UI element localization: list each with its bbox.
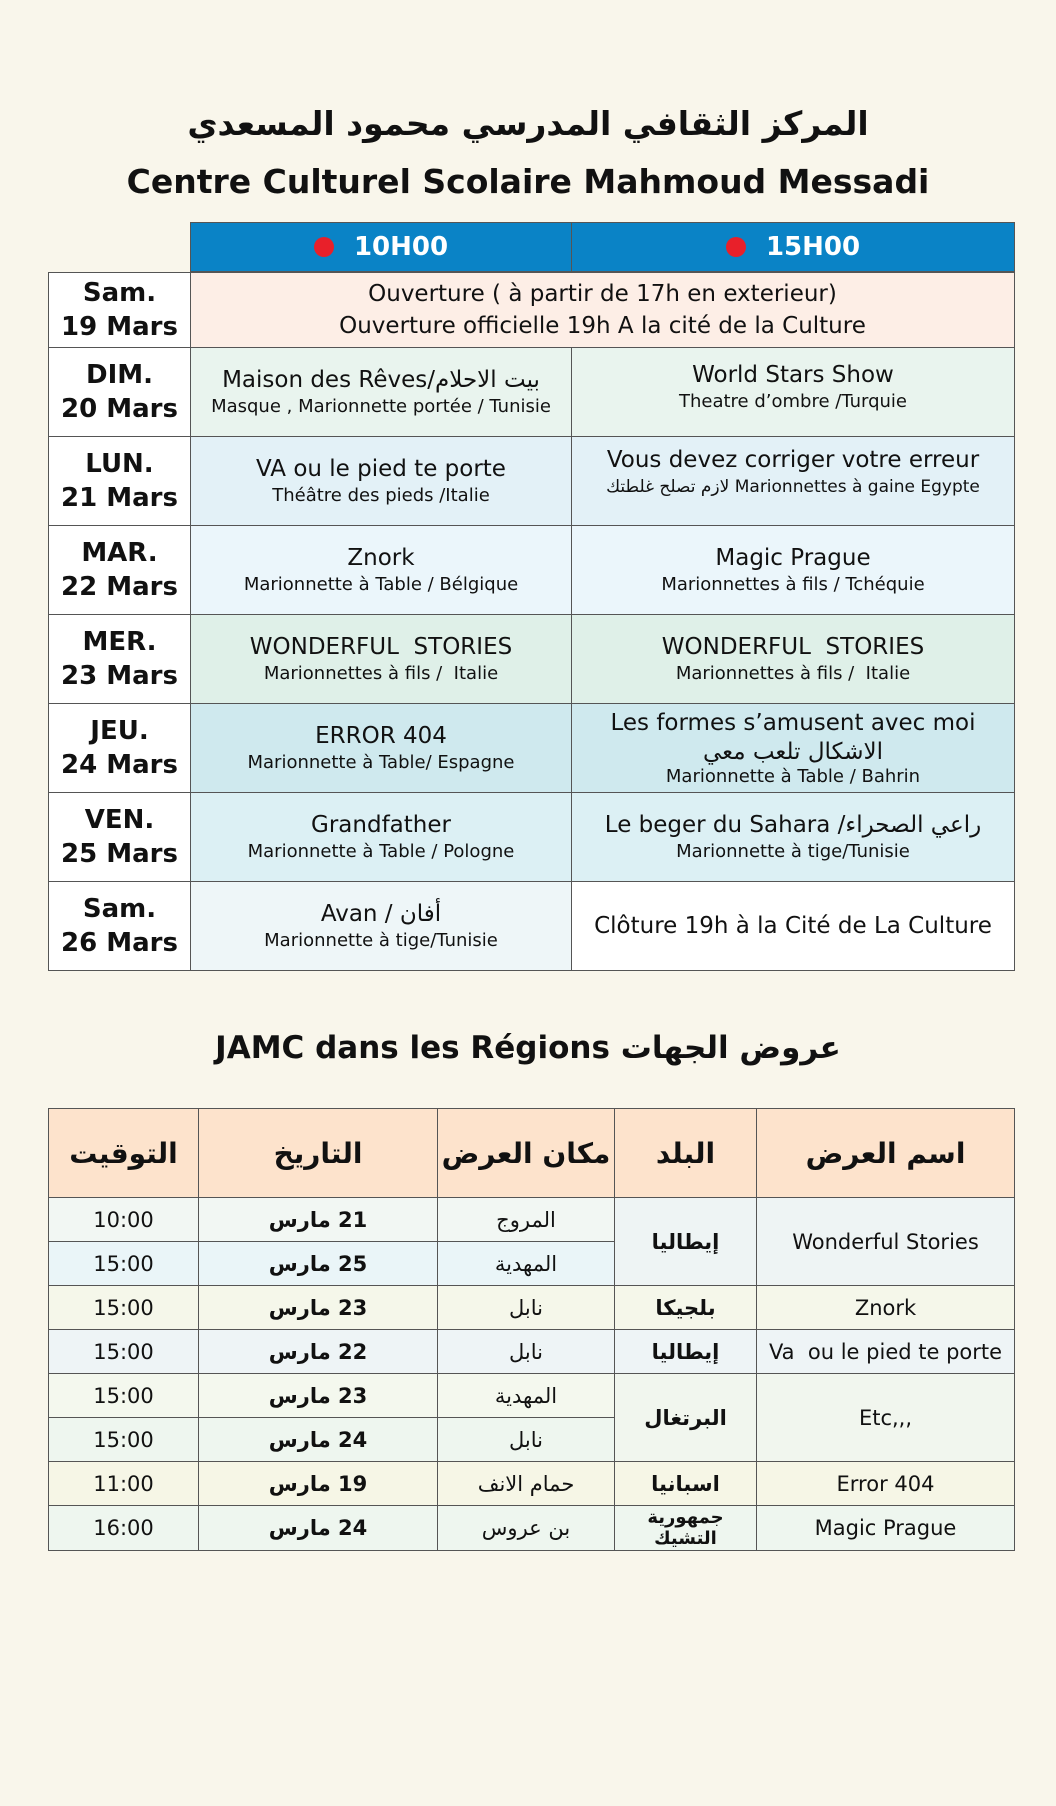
day-date: 22 Mars (61, 572, 178, 602)
event-cell-10h (190, 792, 572, 882)
event-subtitle: Marionnette à Table / Bélgique (243, 574, 519, 595)
day-name: Sam. (82, 278, 157, 308)
schedule-row (48, 614, 1015, 704)
cell-show: Va ou le pied te porte (756, 1329, 1015, 1374)
title-arabic: المركز الثقافي المدرسي محمود المسعدي (187, 104, 869, 143)
cell-country: إيطاليا (614, 1329, 757, 1374)
day-cell (48, 703, 191, 793)
cell-date: 24 مارس (198, 1417, 438, 1462)
event-title: WONDERFUL STORIES (249, 634, 513, 660)
event-cell-10h (190, 614, 572, 704)
header-time: التوقيت (48, 1108, 199, 1198)
event-title: Maison des Rêves/بيت الاحلام (222, 367, 540, 393)
closing-text: Clôture 19h à la Cité de La Culture (594, 913, 992, 939)
day-name: DIM. (85, 360, 153, 390)
schedule-row (48, 881, 1015, 971)
cell-place: المروج (437, 1197, 615, 1242)
cell-place: المهدية (437, 1241, 615, 1286)
event-title: ERROR 404 (315, 723, 447, 749)
cell-date: 21 مارس (198, 1197, 438, 1242)
event-title: VA ou le pied te porte (256, 456, 506, 482)
event-subtitle: Marionnette à Table/ Espagne (247, 752, 515, 773)
event-cell-10h (190, 703, 572, 793)
cell-time: 11:00 (48, 1461, 199, 1506)
red-dot-icon (314, 237, 334, 257)
schedule-row (48, 792, 1015, 882)
cell-time: 15:00 (48, 1329, 199, 1374)
event-title: WONDERFUL STORIES (661, 634, 925, 660)
cell-place: بن عروس (437, 1505, 615, 1551)
cell-time: 15:00 (48, 1285, 199, 1330)
cell-date: 24 مارس (198, 1505, 438, 1551)
event-cell-15h (571, 881, 1015, 971)
cell-place: المهدية (437, 1373, 615, 1418)
cell-country: اسبانيا (614, 1461, 757, 1506)
header-15h-label: 15H00 (765, 232, 861, 262)
cell-date: 22 مارس (198, 1329, 438, 1374)
day-name: MAR. (81, 538, 158, 568)
event-subtitle: Marionnettes à fils / Tchéquie (661, 574, 925, 595)
event-subtitle: Marionnette à tige/Tunisie (264, 930, 498, 951)
event-title: Grandfather (311, 812, 451, 838)
event-cell-15h (571, 525, 1015, 615)
day-date: 25 Mars (61, 839, 178, 869)
header-show: اسم العرض (756, 1108, 1015, 1198)
event-title: Avan / أفان (320, 901, 442, 927)
header-10h (190, 222, 572, 272)
event-title: Znork (347, 545, 415, 571)
event-title: Magic Prague (715, 545, 871, 571)
cell-date: 25 مارس (198, 1241, 438, 1286)
event-subtitle: Marionnettes à fils / Italie (675, 663, 911, 684)
day-date: 21 Mars (61, 483, 178, 513)
cell-place: نابل (437, 1285, 615, 1330)
schedule-row (48, 272, 1015, 348)
day-date: 20 Mars (61, 394, 178, 424)
event-subtitle: Marionnette à Table / Pologne (247, 841, 515, 862)
cell-place: حمام الانف (437, 1461, 615, 1506)
day-cell (48, 792, 191, 882)
cell-date: 19 مارس (198, 1461, 438, 1506)
day-cell (48, 614, 191, 704)
day-name: JEU. (90, 716, 149, 746)
cell-show: Magic Prague (756, 1505, 1015, 1551)
header-date: التاريخ (198, 1108, 438, 1198)
event-cell-10h (190, 347, 572, 437)
cell-time: 16:00 (48, 1505, 199, 1551)
schedule-row (48, 347, 1015, 437)
schedule-row (48, 436, 1015, 526)
cell-place: نابل (437, 1329, 615, 1374)
day-name: VEN. (84, 805, 155, 835)
cell-show: Wonderful Stories (756, 1197, 1015, 1286)
cell-show: Error 404 (756, 1461, 1015, 1506)
day-cell (48, 525, 191, 615)
day-date: 24 Mars (61, 750, 178, 780)
cell-show: Etc,,, (756, 1373, 1015, 1462)
cell-country: البرتغال (614, 1373, 757, 1462)
day-cell (48, 881, 191, 971)
event-title: Le beger du Sahara /راعي الصحراء (604, 812, 982, 838)
event-cell-15h (571, 614, 1015, 704)
event-title: World Stars Show (692, 362, 894, 388)
cell-date: 23 مارس (198, 1373, 438, 1418)
event-subtitle: لازم تصلح غلطتك Marionnettes à gaine Egypte (606, 477, 980, 497)
cell-place: نابل (437, 1417, 615, 1462)
opening-text: Ouverture ( à partir de 17h en exterieur) (368, 281, 837, 307)
title-french: Centre Culturel Scolaire Mahmoud Messadi (126, 162, 930, 201)
cell-show: Znork (756, 1285, 1015, 1330)
event-subtitle: Marionnette à Table / Bahrin (665, 766, 921, 787)
day-name: MER. (82, 627, 157, 657)
cell-time: 15:00 (48, 1373, 199, 1418)
cell-country: جمهورية التشيك (614, 1505, 757, 1551)
opening-official-text: Ouverture officielle 19h A la cité de la Culture (339, 313, 866, 339)
header-15h (571, 222, 1015, 272)
regions-title: JAMC dans les Régions عروض الجهات (215, 1030, 841, 1066)
event-cell-10h (190, 436, 572, 526)
cell-time: 15:00 (48, 1241, 199, 1286)
day-name: LUN. (85, 449, 154, 479)
cell-time: 10:00 (48, 1197, 199, 1242)
red-dot-icon (726, 237, 746, 257)
day-name: Sam. (82, 894, 157, 924)
cell-country: إيطاليا (614, 1197, 757, 1286)
event-cell-10h (190, 881, 572, 971)
event-title: Vous devez corriger votre erreur (606, 447, 980, 473)
cell-time: 15:00 (48, 1417, 199, 1462)
day-date: 26 Mars (61, 928, 178, 958)
event-subtitle: Marionnettes à fils / Italie (263, 663, 499, 684)
event-cell-15h (571, 792, 1015, 882)
day-cell (48, 347, 191, 437)
schedule-row (48, 703, 1015, 793)
day-date: 23 Mars (61, 661, 178, 691)
event-cell-15h (571, 347, 1015, 437)
event-subtitle: Masque , Marionnette portée / Tunisie (211, 396, 551, 417)
event-cell-15h (571, 703, 1015, 793)
header-country: البلد (614, 1108, 757, 1198)
day-cell (48, 436, 191, 526)
event-title-arabic: الاشكال تلعب معي (702, 739, 884, 765)
event-cell-15h (571, 436, 1015, 526)
schedule-row (48, 525, 1015, 615)
event-subtitle: Théâtre des pieds /Italie (272, 485, 490, 506)
event-cell-wide (190, 272, 1015, 348)
day-cell (48, 272, 191, 348)
header-10h-label: 10H00 (353, 232, 449, 262)
header-place: مكان العرض (437, 1108, 615, 1198)
cell-country: بلجيكا (614, 1285, 757, 1330)
event-title: Les formes s’amusent avec moi (610, 710, 976, 736)
event-cell-10h (190, 525, 572, 615)
event-subtitle: Marionnette à tige/Tunisie (676, 841, 910, 862)
event-subtitle: Theatre d’ombre /Turquie (678, 391, 907, 412)
cell-date: 23 مارس (198, 1285, 438, 1330)
day-date: 19 Mars (61, 312, 178, 342)
